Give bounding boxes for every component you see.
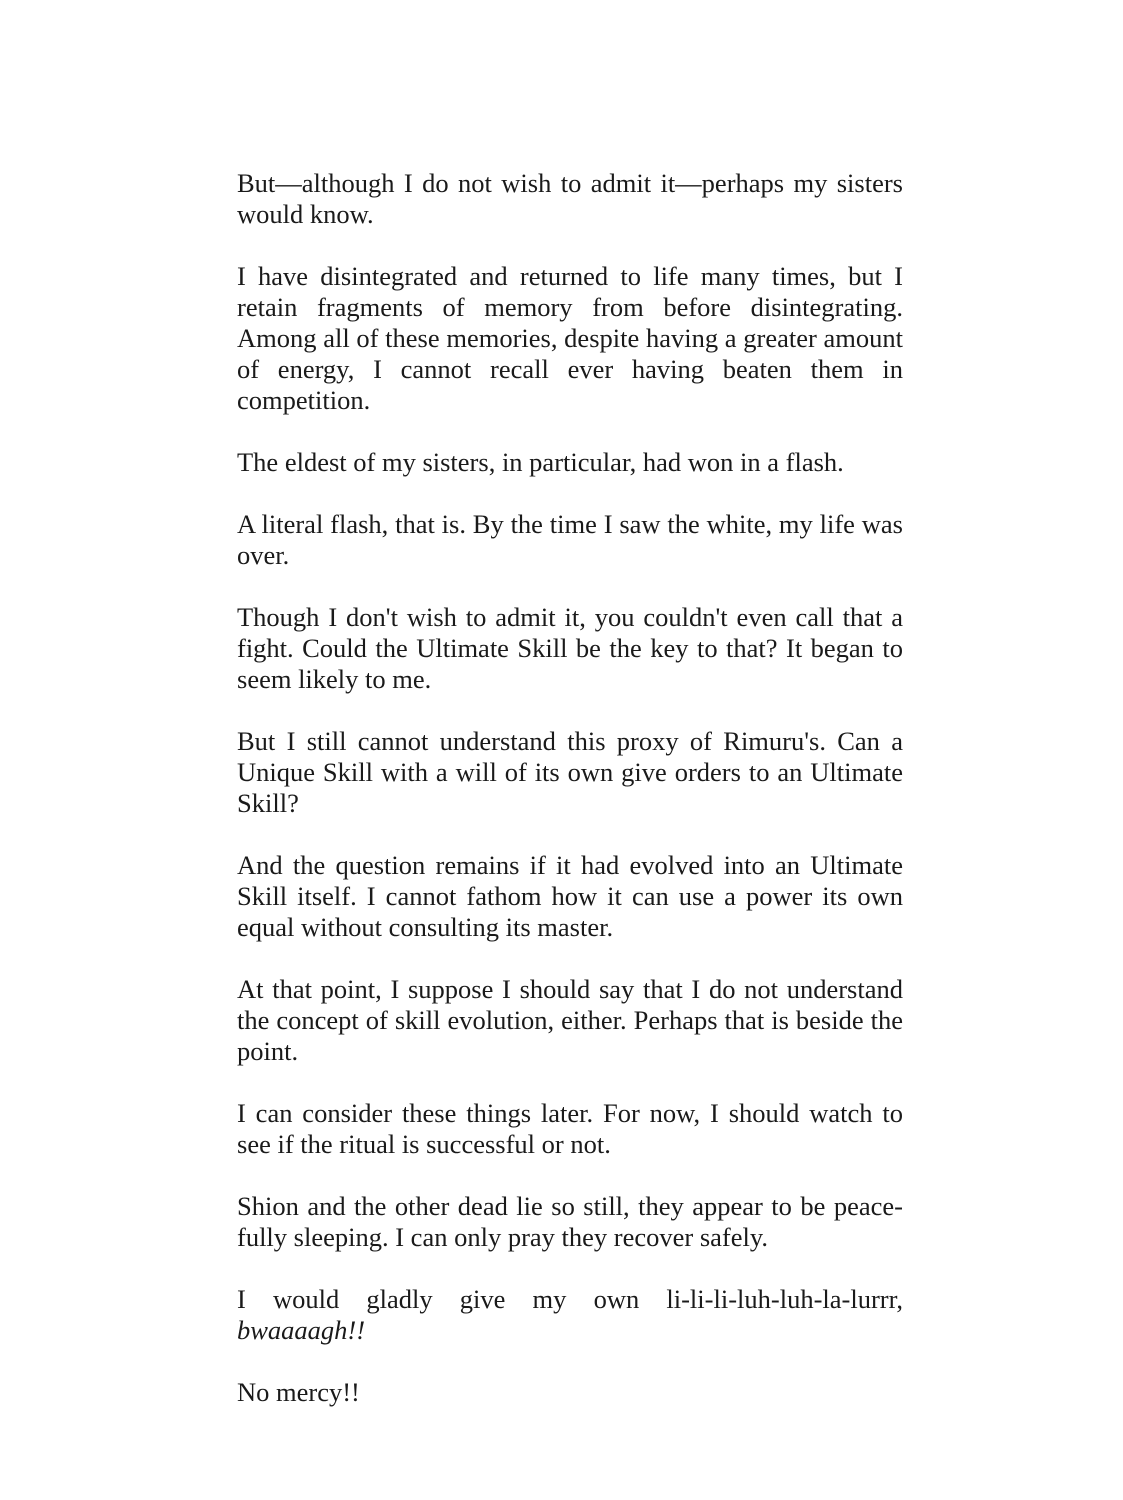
paragraph-5: Though I don't wish to admit it, you couldn't even call that a fight. Could the Ultimate Skill be the key to that? It began to seem likely to me. <box>237 602 903 694</box>
paragraph-9: I can consider these things later. For now, I should watch to see if the ritual is successful or not. <box>237 1098 903 1159</box>
scream-italic: bwaaaagh!! <box>237 1315 366 1345</box>
paragraph-3: The eldest of my sisters, in particular, had won in a flash. <box>237 447 844 477</box>
paragraph-1: But—although I do not wish to admit it—perhaps my sisters would know. <box>237 168 903 229</box>
paragraph-10: Shion and the other dead lie so still, they appear to be peace-fully sleeping. I can only pray they recover safely. <box>237 1191 903 1252</box>
scream-text: I would gladly give my own li-li-li-luh-luh-la-lurrr, <box>237 1284 903 1314</box>
paragraph-8: At that point, I suppose I should say that I do not understand the concept of skill evolution, either. Perhaps that is beside the point. <box>237 974 903 1066</box>
final-line: No mercy!! <box>237 1377 360 1407</box>
paragraph-2: I have disintegrated and returned to life many times, but I retain fragments of memory from before disintegrating. Among all of these memories, despite having a greater amount of energy, I cannot recall ever having beaten them in competition. <box>237 261 903 415</box>
paragraph-6: But I still cannot understand this proxy of Rimuru's. Can a Unique Skill with a will of its own give orders to an Ultimate Skill? <box>237 726 903 818</box>
paragraph-7: And the question remains if it had evolved into an Ultimate Skill itself. I cannot fathom how it can use a power its own equal without consulting its master. <box>237 850 903 942</box>
paragraph-scream <box>237 1284 903 1346</box>
paragraph-4: A literal flash, that is. By the time I saw the white, my life was over. <box>237 509 903 570</box>
document-page <box>237 168 903 1408</box>
